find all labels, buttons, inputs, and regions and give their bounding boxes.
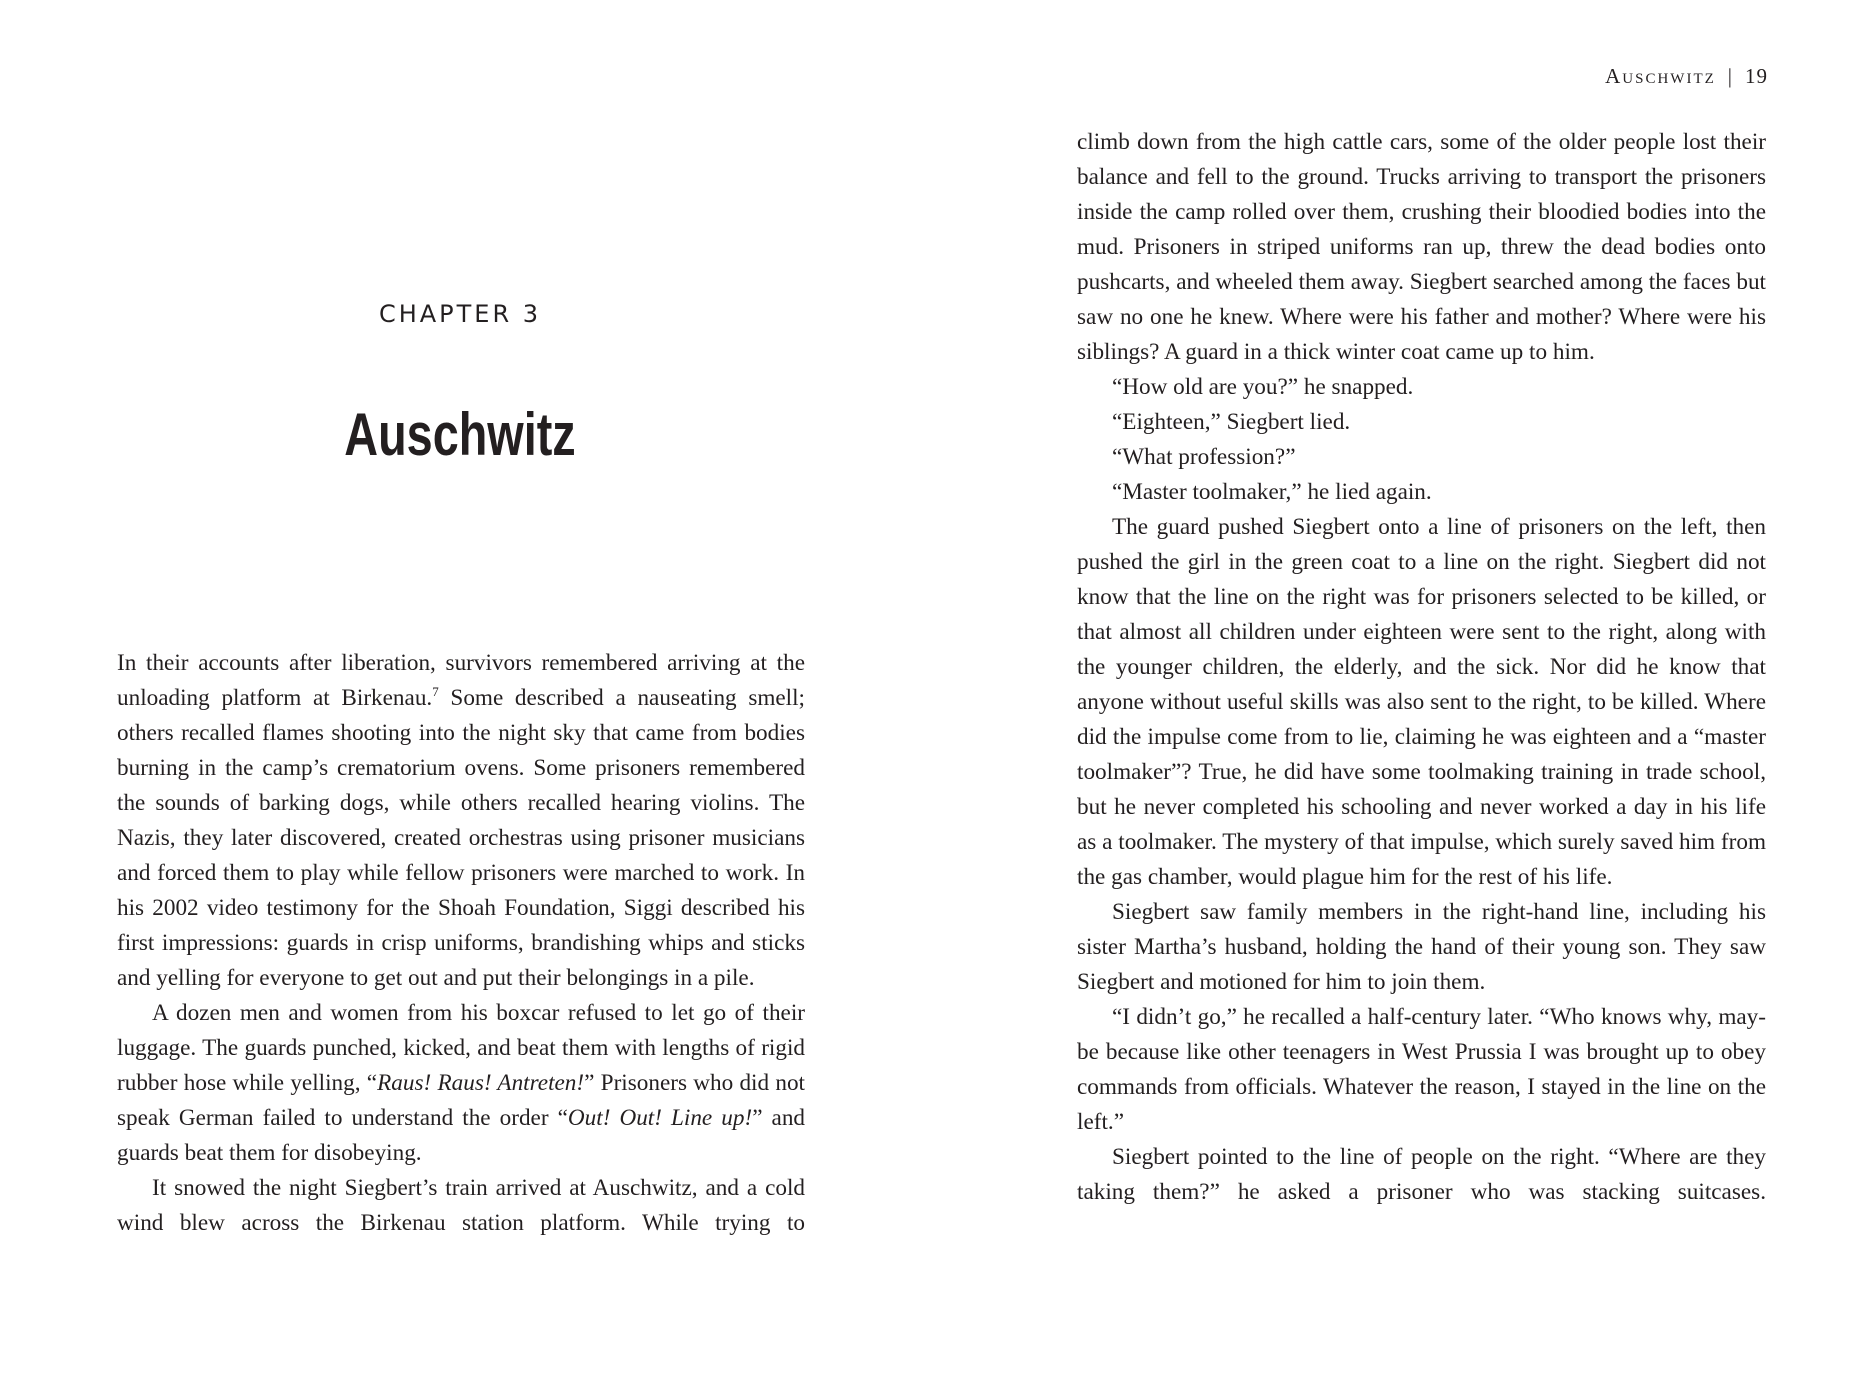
italic-text: Raus! Raus! Antreten! (377, 1070, 585, 1096)
italic-text: Out! Out! Line up! (567, 1105, 753, 1131)
paragraph (1077, 475, 1766, 510)
text-run: “How old are you?” he snapped. (1112, 374, 1414, 400)
running-head (1605, 64, 1768, 89)
text-run: Siegbert saw family members in the right-hand line, including his sister Martha’s husband, holding the hand of their young son. They saw Siegbert and motioned for him to join them. (1077, 899, 1766, 995)
text-run: Siegbert pointed to the line of people on the right. “Where are they taking them?” he asked a prisoner who was stacking suitcases. (1077, 1144, 1766, 1205)
text-run: “Eighteen,” Siegbert lied. (1112, 409, 1351, 435)
chapter-label: CHAPTER 3 (378, 300, 542, 328)
text-run: Some described a nauseating smell; others recalled flames shooting into the night sky that came from bodies burning in the camp’s crematorium ovens. Some prisoners remembered the sounds of barking dogs, while others recalled hearing violins. The Nazis, they later discovered, created orchestras using prisoner musicians and forced them to play while fellow prisoners were marched to work. In his 2002 video testimony for the Shoah Foundation, Siggi described his first impressions: guards in crisp uniforms, brandishing whips and sticks and yelling for everyone to get out and put their belongings in a pile. (117, 685, 806, 991)
footnote-ref: 7 (432, 684, 439, 699)
paragraph (117, 1171, 805, 1241)
text-run: “Master toolmaker,” he lied again. (1112, 479, 1432, 505)
page-number: 19 (1745, 64, 1768, 88)
paragraph (1077, 1140, 1766, 1210)
text-run: It snowed the night Siegbert’s train arrived at Auschwitz, and a cold wind blew across the Birkenau station platform. While trying to (117, 1175, 805, 1236)
text-run: “What profession?” (1112, 444, 1296, 470)
paragraph (1077, 510, 1766, 895)
text-run: “I didn’t go,” he recalled a half-century later. “Who knows why, maybe because like other teenagers in West Prussia I was brought up to obey commands from officials. Whatever the reason, I stayed in the line on the left.” (1077, 1004, 1766, 1135)
text-run: A dozen men and women from his boxcar refused to let go of their luggage. The guards punched, kicked, and beat them with lengths of rigid rubber hose while yelling, “ (117, 1000, 805, 1096)
paragraph (1077, 125, 1766, 370)
running-head-separator: | (1727, 64, 1733, 88)
paragraph (117, 646, 805, 996)
paragraph (117, 996, 805, 1171)
right-body-text (1077, 125, 1766, 1210)
paragraph (1077, 405, 1766, 440)
paragraph (1077, 370, 1766, 405)
paragraph (1077, 895, 1766, 1000)
left-body-text (117, 646, 805, 1241)
text-run: The guard pushed Siegbert onto a line of prisoners on the left, then pushed the girl in the green coat to a line on the right. Siegbert did not know that the line on the right was for prisoners selected to be killed, or that almost all children under eighteen were sent to the right, along with the younger children, the elderly, and the sick. Nor did he know that anyone without useful skills was also sent to the right, to be killed. Where did the impulse come from to lie, claiming he was eighteen and a “master toolmaker”? True, he did have some toolmaking training in trade school, but he never completed his schooling and never worked a day in his life as a toolmaker. The mystery of that impulse, which surely saved him from the gas chamber, would plague him for the rest of his life. (1077, 514, 1766, 890)
running-head-title: Auschwitz (1605, 64, 1716, 88)
text-run: ” and guards beat them for disobeying. (117, 1105, 806, 1166)
paragraph (1077, 1000, 1766, 1140)
chapter-title: Auschwitz (344, 401, 576, 468)
paragraph (1077, 440, 1766, 475)
text-run: ” Prisoners who did not speak German failed to understand the order “ (117, 1070, 805, 1131)
text-run: In their accounts after liberation, survivors remembered arriving at the unloading platform at Birkenau. (117, 650, 805, 711)
right-page (933, 0, 1866, 1400)
text-run: climb down from the high cattle cars, some of the older people lost their balance and fell to the ground. Trucks arriving to transport the prisoners inside the camp rolled over them, crushing their bloodied bodies into the mud. Prisoners in striped uniforms ran up, threw the dead bodies onto pushcarts, and wheeled them away. Siegbert searched among the faces but saw no one he knew. Where were his father and mother? Where were his siblings? A guard in a thick winter coat came up to him. (1077, 129, 1766, 365)
